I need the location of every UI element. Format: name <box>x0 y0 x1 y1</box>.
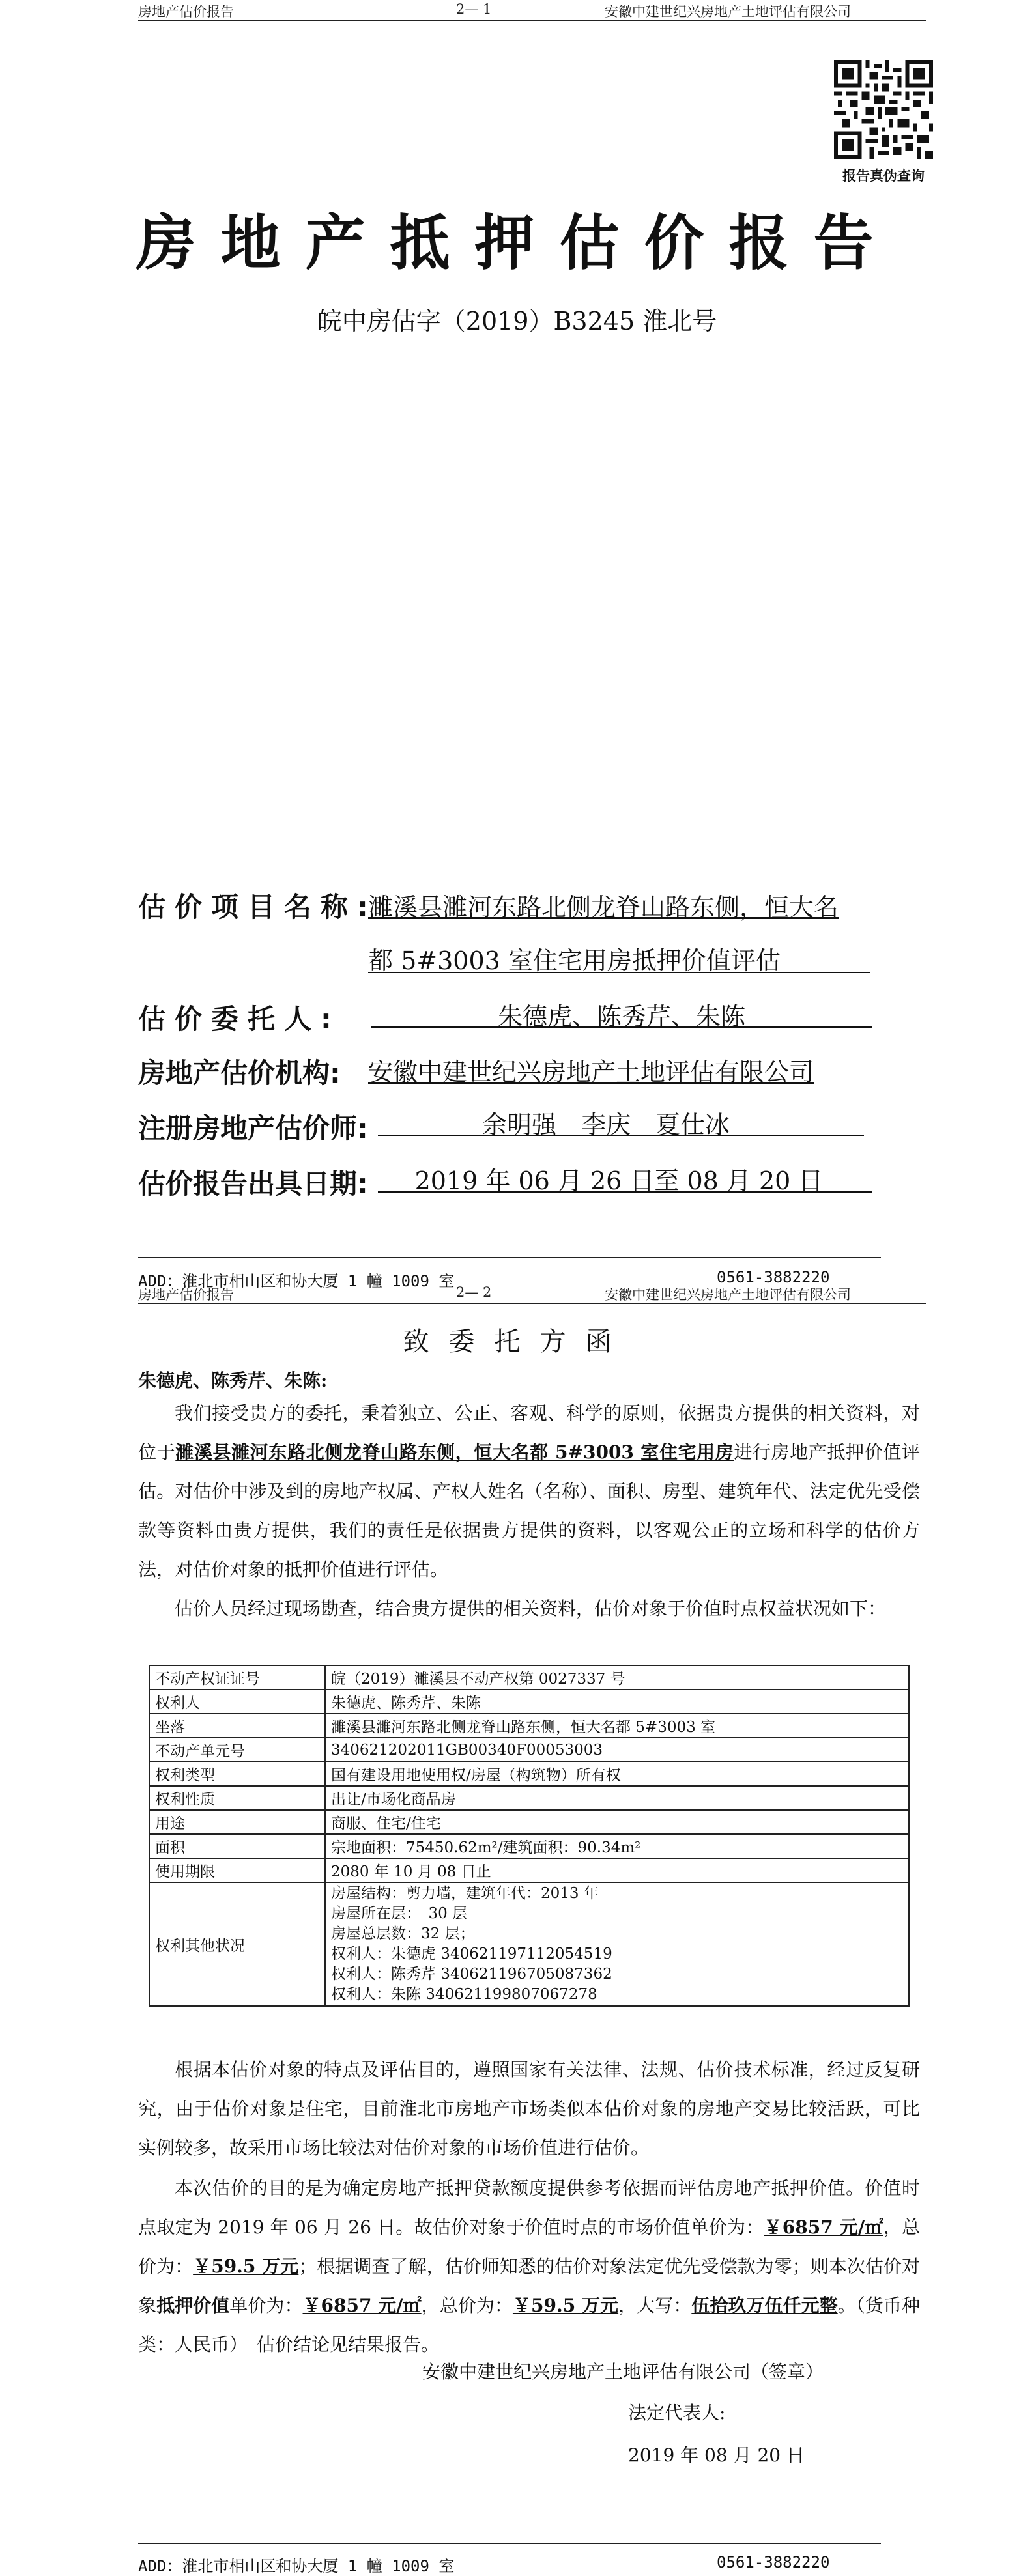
table-row <box>149 1665 909 1690</box>
table-key-cell: 权利人 <box>149 1690 325 1714</box>
property-rights-table <box>149 1665 910 2007</box>
footer-address: ADD：淮北市相山区和协大厦 1 幢 1009 室 <box>138 1272 455 1290</box>
header-page-number: 2— 1 <box>456 1 492 17</box>
table-value-cell: 商服、住宅/住宅 <box>325 1810 909 1834</box>
table-row <box>149 1690 909 1714</box>
table-key-cell: 使用期限 <box>149 1858 325 1882</box>
letter-title: 致委托方函 <box>403 1327 631 1357</box>
table-row <box>149 1834 909 1858</box>
footer-phone: 0561-3882220 <box>717 2553 830 2571</box>
table-value-cell: 国有建设用地使用权/房屋（构筑物）所有权 <box>325 1762 909 1786</box>
header-right: 安徽中建世纪兴房地产土地评估有限公司 <box>605 1287 851 1303</box>
project-name-line2: 都 5#3003 室住宅用房抵押价值评估 <box>368 946 781 975</box>
project-name-label: 估价项目名称: <box>138 891 377 923</box>
paragraph-2: 估价人员经过现场勘查，结合贵方提供的相关资料，估价对象于价值时点权益状况如下： <box>175 1598 887 1619</box>
header-rule <box>138 20 926 21</box>
project-name-line1: 濉溪县濉河东路北侧龙脊山路东侧，恒大名 <box>368 893 839 922</box>
report-title: 房地产抵押估价报告 <box>136 208 898 278</box>
table-value-cell: 宗地面积：75450.62m²/建筑面积：90.34m² <box>325 1834 909 1858</box>
other-status-line: 房屋所在层： 30 层 <box>331 1905 468 1922</box>
footer-address: ADD：淮北市相山区和协大厦 1 幢 1009 室 <box>138 2557 455 2575</box>
header-left: 房地产估价报告 <box>138 1287 234 1303</box>
signature-date: 2019 年 08 月 20 日 <box>628 2444 805 2466</box>
report-date-label: 估价报告出具日期: <box>138 1168 368 1200</box>
agency-value: 安徽中建世纪兴房地产土地评估有限公司 <box>368 1058 814 1086</box>
other-status-line: 权利人：陈秀芹 340621196705087362 <box>331 1966 612 1983</box>
other-status-line: 房屋结构：剪力墙，建筑年代：2013 年 <box>331 1885 599 1902</box>
other-status-line: 权利人：朱德虎 340621197112054519 <box>331 1946 612 1962</box>
header-rule <box>138 1303 926 1304</box>
table-value-cell: 濉溪县濉河东路北侧龙脊山路东侧，恒大名都 5#3003 室 <box>325 1714 909 1738</box>
table-value-cell: 皖（2019）濉溪县不动产权第 0027337 号 <box>325 1665 909 1690</box>
report-date-value: 2019 年 06 月 26 日至 08 月 20 日 <box>414 1167 824 1195</box>
document-number: 皖中房估字（2019）B3245 淮北号 <box>317 307 717 335</box>
table-row <box>149 1882 909 2006</box>
header-page-number: 2— 2 <box>456 1284 492 1300</box>
table-key-cell: 不动产权证证号 <box>149 1665 325 1690</box>
qr-caption: 报告真伪查询 <box>842 168 925 184</box>
salutation: 朱德虎、陈秀芹、朱陈: <box>138 1370 328 1391</box>
client-value: 朱德虎、陈秀芹、朱陈 <box>497 1002 745 1031</box>
table-value-cell: 出让/市场化商品房 <box>325 1786 909 1810</box>
table-row <box>149 1762 909 1786</box>
table-key-cell: 面积 <box>149 1834 325 1858</box>
table-key-cell: 用途 <box>149 1810 325 1834</box>
qr-code-icon[interactable] <box>834 60 933 159</box>
table-row <box>149 1786 909 1810</box>
table-key-cell: 不动产单元号 <box>149 1738 325 1762</box>
paragraph-4: 本次估价的目的是为确定房地产抵押贷款额度提供参考依据而评估房地产抵押价值。价值时点取定为 2019 年 06 月 26 日。故估价对象于价值时点的市场价值单价为：￥6857 元/㎡，总价为：￥59.5 万元；根据调查了解，估价师知悉的估价对象法定优先受偿款为零；则本次估价对象抵押价值单价为：￥6857 元/㎡，总价为：￥59.5 万元，大写：伍拾玖万伍仟元整。（货币种类：人民币） 估价结论见结果报告。 <box>138 2177 920 2355</box>
table-key-cell: 权利性质 <box>149 1786 325 1810</box>
table-row <box>149 1738 909 1762</box>
footer-rule <box>138 1257 881 1258</box>
table-key-cell: 权利类型 <box>149 1762 325 1786</box>
agency-label: 房地产估价机构: <box>138 1057 341 1089</box>
client-label: 估价委托人: <box>138 1003 341 1035</box>
table-value-cell: 340621202011GB00340F00053003 <box>325 1738 909 1762</box>
table-row <box>149 1810 909 1834</box>
table-value-cell: 2080 年 10 月 08 日止 <box>325 1858 909 1882</box>
footer-rule <box>138 2543 881 2544</box>
other-status-line: 权利人：朱陈 340621199807067278 <box>331 1986 597 2003</box>
header-left: 房地产估价报告 <box>138 4 234 20</box>
table-key-cell: 坐落 <box>149 1714 325 1738</box>
signature-representative: 法定代表人: <box>628 2402 726 2424</box>
table-value-cell <box>325 1882 909 2006</box>
paragraph-1: 我们接受贵方的委托，秉着独立、公正、客观、科学的原则，依据贵方提供的相关资料，对位于濉溪县濉河东路北侧龙脊山路东侧，恒大名都 5#3003 室住宅用房进行房地产抵押价值评估。对估价中涉及到的房地产权属、产权人姓名（名称）、面积、房型、建筑年代、法定优先受偿款等资料由贵方提供，我们的责任是依据贵方提供的资料，以客观公正的立场和科学的估价方法，对估价对象的抵押价值进行评估。 <box>138 1402 920 1580</box>
project-name-underline <box>368 944 870 973</box>
table-row <box>149 1858 909 1882</box>
footer-phone: 0561-3882220 <box>717 1268 830 1286</box>
appraiser-value: 余明强 李庆 夏仕冰 <box>481 1111 730 1139</box>
other-status-line: 房屋总层数：32 层； <box>331 1925 475 1942</box>
table-value-cell: 朱德虎、陈秀芹、朱陈 <box>325 1690 909 1714</box>
appraiser-label: 注册房地产估价师: <box>138 1112 368 1144</box>
header-right: 安徽中建世纪兴房地产土地评估有限公司 <box>605 4 851 20</box>
signature-company: 安徽中建世纪兴房地产土地评估有限公司（签章） <box>422 2361 824 2383</box>
table-row <box>149 1714 909 1738</box>
table-key-cell: 权利其他状况 <box>149 1882 325 2006</box>
paragraph-3: 根据本估价对象的特点及评估目的，遵照国家有关法律、法规、估价技术标准，经过反复研究，由于估价对象是住宅，目前淮北市房地产市场类似本估价对象的房地产交易比较活跃，可比实例较多，故采用市场比较法对估价对象的市场价值进行估价。 <box>138 2059 920 2158</box>
